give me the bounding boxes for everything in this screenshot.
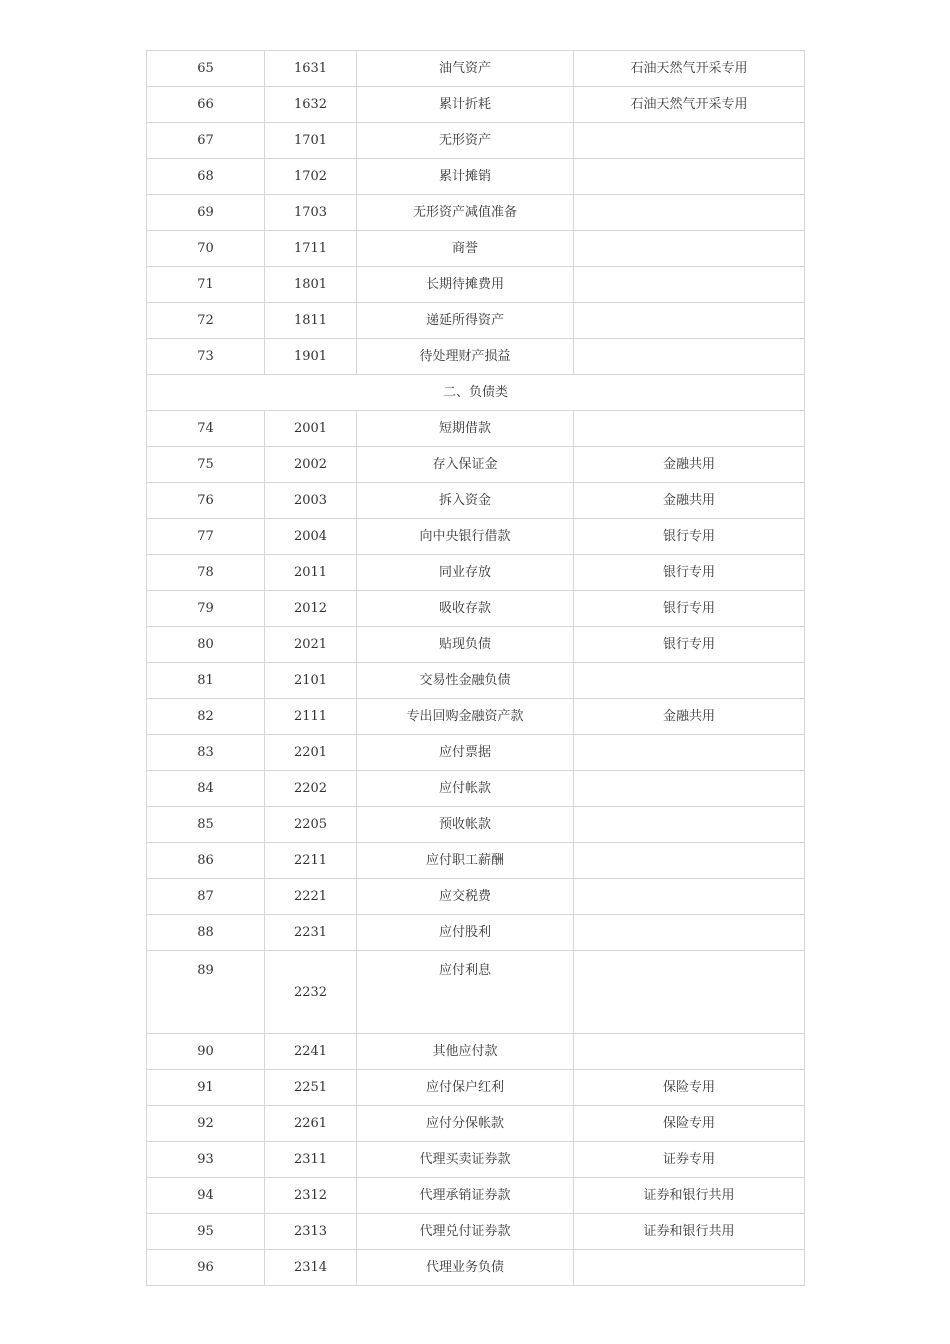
cell-name: 累计摊销: [357, 159, 574, 195]
cell-code: 2001: [265, 411, 357, 447]
cell-no: 87: [147, 879, 265, 915]
cell-name: 商誉: [357, 231, 574, 267]
table-row: [147, 303, 805, 339]
cell-note: [574, 843, 805, 879]
table-row: [147, 591, 805, 627]
section-header-row-group: [147, 375, 805, 411]
cell-name: 应付职工薪酬: [357, 843, 574, 879]
table-row: [147, 735, 805, 771]
table-row: [147, 951, 805, 1034]
section-header-liabilities: 二、负债类: [147, 375, 805, 411]
cell-no: 78: [147, 555, 265, 591]
table-row: [147, 1214, 805, 1250]
cell-code: 2211: [265, 843, 357, 879]
cell-note: [574, 1250, 805, 1286]
table-row: [147, 411, 805, 447]
cell-no: 75: [147, 447, 265, 483]
cell-no: 92: [147, 1106, 265, 1142]
table-row: [147, 843, 805, 879]
cell-no: 96: [147, 1250, 265, 1286]
cell-name: 专出回购金融资产款: [357, 699, 574, 735]
cell-note: [574, 303, 805, 339]
cell-no: 72: [147, 303, 265, 339]
cell-no: 95: [147, 1214, 265, 1250]
cell-note: [574, 807, 805, 843]
cell-code: 1901: [265, 339, 357, 375]
cell-no: 81: [147, 663, 265, 699]
cell-no: 85: [147, 807, 265, 843]
table-row: [147, 483, 805, 519]
cell-code: 2231: [265, 915, 357, 951]
cell-no: 89: [147, 951, 265, 1034]
cell-no: 76: [147, 483, 265, 519]
cell-no: 79: [147, 591, 265, 627]
cell-name: 无形资产减值准备: [357, 195, 574, 231]
table-row: [147, 519, 805, 555]
cell-note: [574, 735, 805, 771]
cell-note: 保险专用: [574, 1070, 805, 1106]
cell-name: 代理兑付证券款: [357, 1214, 574, 1250]
table-row: [147, 771, 805, 807]
cell-code: 2111: [265, 699, 357, 735]
cell-note: 金融共用: [574, 699, 805, 735]
cell-name: 向中央银行借款: [357, 519, 574, 555]
cell-name: 应付分保帐款: [357, 1106, 574, 1142]
cell-note: 金融共用: [574, 447, 805, 483]
cell-code: 2311: [265, 1142, 357, 1178]
cell-code: 1811: [265, 303, 357, 339]
table-row: [147, 267, 805, 303]
table-row: [147, 555, 805, 591]
cell-note: 银行专用: [574, 591, 805, 627]
cell-code: 1801: [265, 267, 357, 303]
table-row: [147, 699, 805, 735]
cell-note: 金融共用: [574, 483, 805, 519]
cell-note: 保险专用: [574, 1106, 805, 1142]
cell-code: 1703: [265, 195, 357, 231]
cell-note: [574, 195, 805, 231]
cell-no: 83: [147, 735, 265, 771]
table-row: [147, 1070, 805, 1106]
table-body-liabilities: [147, 411, 805, 951]
table-row: [147, 339, 805, 375]
cell-no: 90: [147, 1034, 265, 1070]
cell-name: 应付保户红利: [357, 1070, 574, 1106]
cell-name: 无形资产: [357, 123, 574, 159]
table-row: [147, 123, 805, 159]
cell-no: 74: [147, 411, 265, 447]
cell-note: [574, 339, 805, 375]
cell-note: [574, 879, 805, 915]
cell-no: 91: [147, 1070, 265, 1106]
cell-code: 2232: [265, 951, 357, 1034]
cell-no: 88: [147, 915, 265, 951]
cell-code: 1701: [265, 123, 357, 159]
cell-no: 69: [147, 195, 265, 231]
cell-code: 2002: [265, 447, 357, 483]
cell-no: 71: [147, 267, 265, 303]
cell-note: [574, 231, 805, 267]
cell-note: 石油天然气开采专用: [574, 87, 805, 123]
cell-name: 代理业务负债: [357, 1250, 574, 1286]
table-row: [147, 915, 805, 951]
cell-name: 代理买卖证券款: [357, 1142, 574, 1178]
cell-name: 应付股利: [357, 915, 574, 951]
cell-name: 预收帐款: [357, 807, 574, 843]
cell-code: 2202: [265, 771, 357, 807]
cell-name: 代理承销证券款: [357, 1178, 574, 1214]
cell-no: 84: [147, 771, 265, 807]
cell-note: [574, 1034, 805, 1070]
cell-name: 应交税费: [357, 879, 574, 915]
cell-note: [574, 123, 805, 159]
cell-no: 73: [147, 339, 265, 375]
cell-code: 1711: [265, 231, 357, 267]
cell-code: 2312: [265, 1178, 357, 1214]
table-body-tall-row: [147, 951, 805, 1034]
cell-no: 66: [147, 87, 265, 123]
cell-no: 67: [147, 123, 265, 159]
table-row: [147, 51, 805, 87]
table-row: [147, 807, 805, 843]
cell-code: 2201: [265, 735, 357, 771]
table-row: [147, 1250, 805, 1286]
cell-no: 94: [147, 1178, 265, 1214]
cell-note: 银行专用: [574, 555, 805, 591]
cell-code: 2251: [265, 1070, 357, 1106]
table-row: [147, 627, 805, 663]
table-row: [147, 195, 805, 231]
table-row: [147, 879, 805, 915]
cell-name: 交易性金融负债: [357, 663, 574, 699]
cell-code: 2313: [265, 1214, 357, 1250]
table-body-liabilities-continued: [147, 1034, 805, 1286]
table-row: [147, 663, 805, 699]
cell-code: 2261: [265, 1106, 357, 1142]
cell-code: 2205: [265, 807, 357, 843]
table-row: [147, 1142, 805, 1178]
cell-no: 65: [147, 51, 265, 87]
cell-name: 递延所得资产: [357, 303, 574, 339]
cell-name: 短期借款: [357, 411, 574, 447]
cell-note: [574, 915, 805, 951]
cell-note: [574, 771, 805, 807]
cell-note: [574, 411, 805, 447]
table-row: [147, 87, 805, 123]
cell-note: [574, 159, 805, 195]
cell-note: 石油天然气开采专用: [574, 51, 805, 87]
cell-no: 82: [147, 699, 265, 735]
table-row: [147, 447, 805, 483]
cell-note: 证券和银行共用: [574, 1178, 805, 1214]
cell-note: 银行专用: [574, 627, 805, 663]
cell-note: [574, 951, 805, 1034]
table-row: [147, 1034, 805, 1070]
cell-note: 证券和银行共用: [574, 1214, 805, 1250]
cell-no: 70: [147, 231, 265, 267]
cell-note: [574, 267, 805, 303]
cell-code: 2241: [265, 1034, 357, 1070]
cell-name: 拆入资金: [357, 483, 574, 519]
cell-name: 吸收存款: [357, 591, 574, 627]
cell-code: 1632: [265, 87, 357, 123]
cell-code: 1631: [265, 51, 357, 87]
cell-no: 80: [147, 627, 265, 663]
cell-code: 2021: [265, 627, 357, 663]
cell-name: 应付帐款: [357, 771, 574, 807]
cell-code: 2012: [265, 591, 357, 627]
cell-name: 待处理财产损益: [357, 339, 574, 375]
cell-no: 86: [147, 843, 265, 879]
table-body-assets: [147, 51, 805, 375]
cell-name: 长期待摊费用: [357, 267, 574, 303]
cell-code: 2101: [265, 663, 357, 699]
cell-name: 同业存放: [357, 555, 574, 591]
cell-code: 2011: [265, 555, 357, 591]
cell-name: 应付利息: [357, 951, 574, 1034]
cell-code: 2003: [265, 483, 357, 519]
cell-name: 其他应付款: [357, 1034, 574, 1070]
section-header-row: [147, 375, 805, 411]
table-row: [147, 159, 805, 195]
cell-name: 油气资产: [357, 51, 574, 87]
accounts-table: [146, 50, 805, 1286]
cell-no: 93: [147, 1142, 265, 1178]
cell-code: 1702: [265, 159, 357, 195]
table-row: [147, 231, 805, 267]
cell-note: [574, 663, 805, 699]
table-row: [147, 1106, 805, 1142]
cell-name: 存入保证金: [357, 447, 574, 483]
cell-no: 68: [147, 159, 265, 195]
cell-code: 2221: [265, 879, 357, 915]
cell-note: 银行专用: [574, 519, 805, 555]
cell-name: 累计折耗: [357, 87, 574, 123]
cell-no: 77: [147, 519, 265, 555]
cell-note: 证券专用: [574, 1142, 805, 1178]
cell-code: 2004: [265, 519, 357, 555]
cell-name: 贴现负债: [357, 627, 574, 663]
table-row: [147, 1178, 805, 1214]
cell-code: 2314: [265, 1250, 357, 1286]
cell-name: 应付票据: [357, 735, 574, 771]
